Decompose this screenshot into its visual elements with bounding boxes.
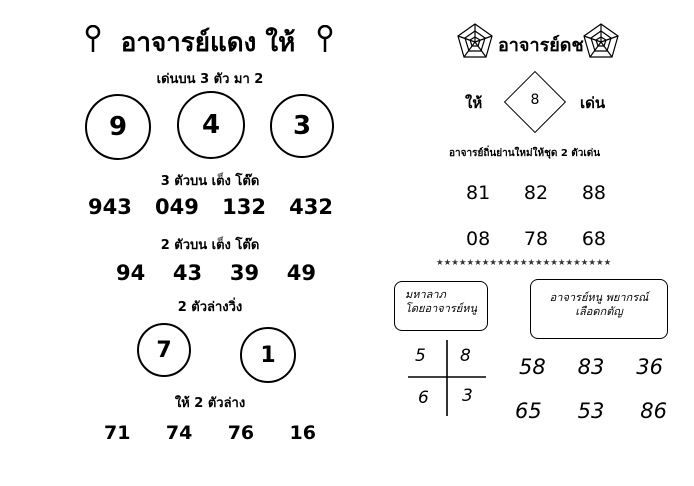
number: 49 xyxy=(286,261,316,285)
three-digit-label: 3 ตัวบน เต็ง โต๊ด xyxy=(160,174,260,189)
low-number-circle-1 xyxy=(137,323,191,377)
two-digit-numbers xyxy=(116,261,316,285)
diamond-number: 8 xyxy=(530,92,540,108)
spiderweb-icon-left xyxy=(456,22,494,60)
number: 76 xyxy=(227,422,255,444)
top-number: 4 xyxy=(201,110,221,140)
combos-row-2 xyxy=(515,399,667,423)
top-number-circle-1 xyxy=(85,94,151,160)
box-forecast xyxy=(530,279,668,339)
low-number: 7 xyxy=(156,337,172,363)
number: 432 xyxy=(289,195,333,219)
pair-number: 82 xyxy=(523,182,549,204)
combos-row-1 xyxy=(519,355,663,379)
low-number: 1 xyxy=(260,342,276,368)
grid-cell: 3 xyxy=(462,386,473,406)
number: 43 xyxy=(172,261,203,285)
pair-number: 78 xyxy=(523,228,549,250)
box-line: โดยอาจารย์หนู xyxy=(405,302,478,315)
number: 049 xyxy=(155,195,199,219)
combo-number: 58 xyxy=(519,355,546,379)
two-digit-label: 2 ตัวบน เต็ง โต๊ด xyxy=(160,238,260,253)
number: 132 xyxy=(222,195,266,219)
left-subtitle: เด่นบน 3 ตัว มา 2 xyxy=(156,72,264,87)
low-run-label: 2 ตัวล่างวิ่ง xyxy=(177,300,243,315)
top-number-circle-2 xyxy=(177,91,245,159)
number: 71 xyxy=(104,422,131,444)
right-title: อาจารย์ดช xyxy=(498,35,584,56)
three-digit-numbers xyxy=(88,195,333,219)
pin-icon-right xyxy=(316,25,334,53)
number: 943 xyxy=(88,195,132,219)
give-word: ให้ xyxy=(465,94,483,112)
spiderweb-icon-right xyxy=(582,22,620,60)
pairs-row-2 xyxy=(466,228,606,250)
low-number-circle-2 xyxy=(240,327,296,383)
grid-cell: 8 xyxy=(460,346,471,366)
box-line: อาจารย์หนู พยากรณ์ xyxy=(549,291,649,304)
number: 39 xyxy=(229,261,260,285)
box-line: มหาลาภ xyxy=(405,288,446,301)
pairs-row-1 xyxy=(466,182,606,204)
pair-number: 81 xyxy=(466,182,491,204)
top-number: 3 xyxy=(292,111,312,141)
combo-number: 53 xyxy=(577,399,605,423)
box-line: เลือดกตัญ xyxy=(575,305,623,318)
combo-number: 83 xyxy=(577,355,605,379)
give-two-low-label: ให้ 2 ตัวล่าง xyxy=(174,396,246,411)
grid-cell: 5 xyxy=(415,346,426,366)
pair-number: 88 xyxy=(581,182,606,204)
combo-number: 36 xyxy=(636,355,663,379)
combo-number: 86 xyxy=(640,399,667,423)
star-divider: ★★★★★★★★★★★★★★★★★★★★★★★ xyxy=(436,258,612,268)
combo-number: 65 xyxy=(515,399,542,423)
left-title: อาจารย์แดง ให้ xyxy=(120,28,296,58)
pair-number: 08 xyxy=(466,228,491,250)
give-two-low-numbers xyxy=(104,422,316,444)
pair-number: 68 xyxy=(581,228,606,250)
number: 74 xyxy=(165,422,193,444)
note-line: อาจารย์ถิ่นย่านใหม่ให้ชุด 2 ตัวเด่น xyxy=(449,148,601,159)
number: 16 xyxy=(289,422,316,444)
box-mahalap xyxy=(394,281,488,331)
grid-cell: 6 xyxy=(418,388,429,408)
top-number: 9 xyxy=(108,112,128,142)
number: 94 xyxy=(116,261,146,285)
play-word: เด่น xyxy=(580,94,606,112)
top-number-circle-3 xyxy=(270,94,334,158)
